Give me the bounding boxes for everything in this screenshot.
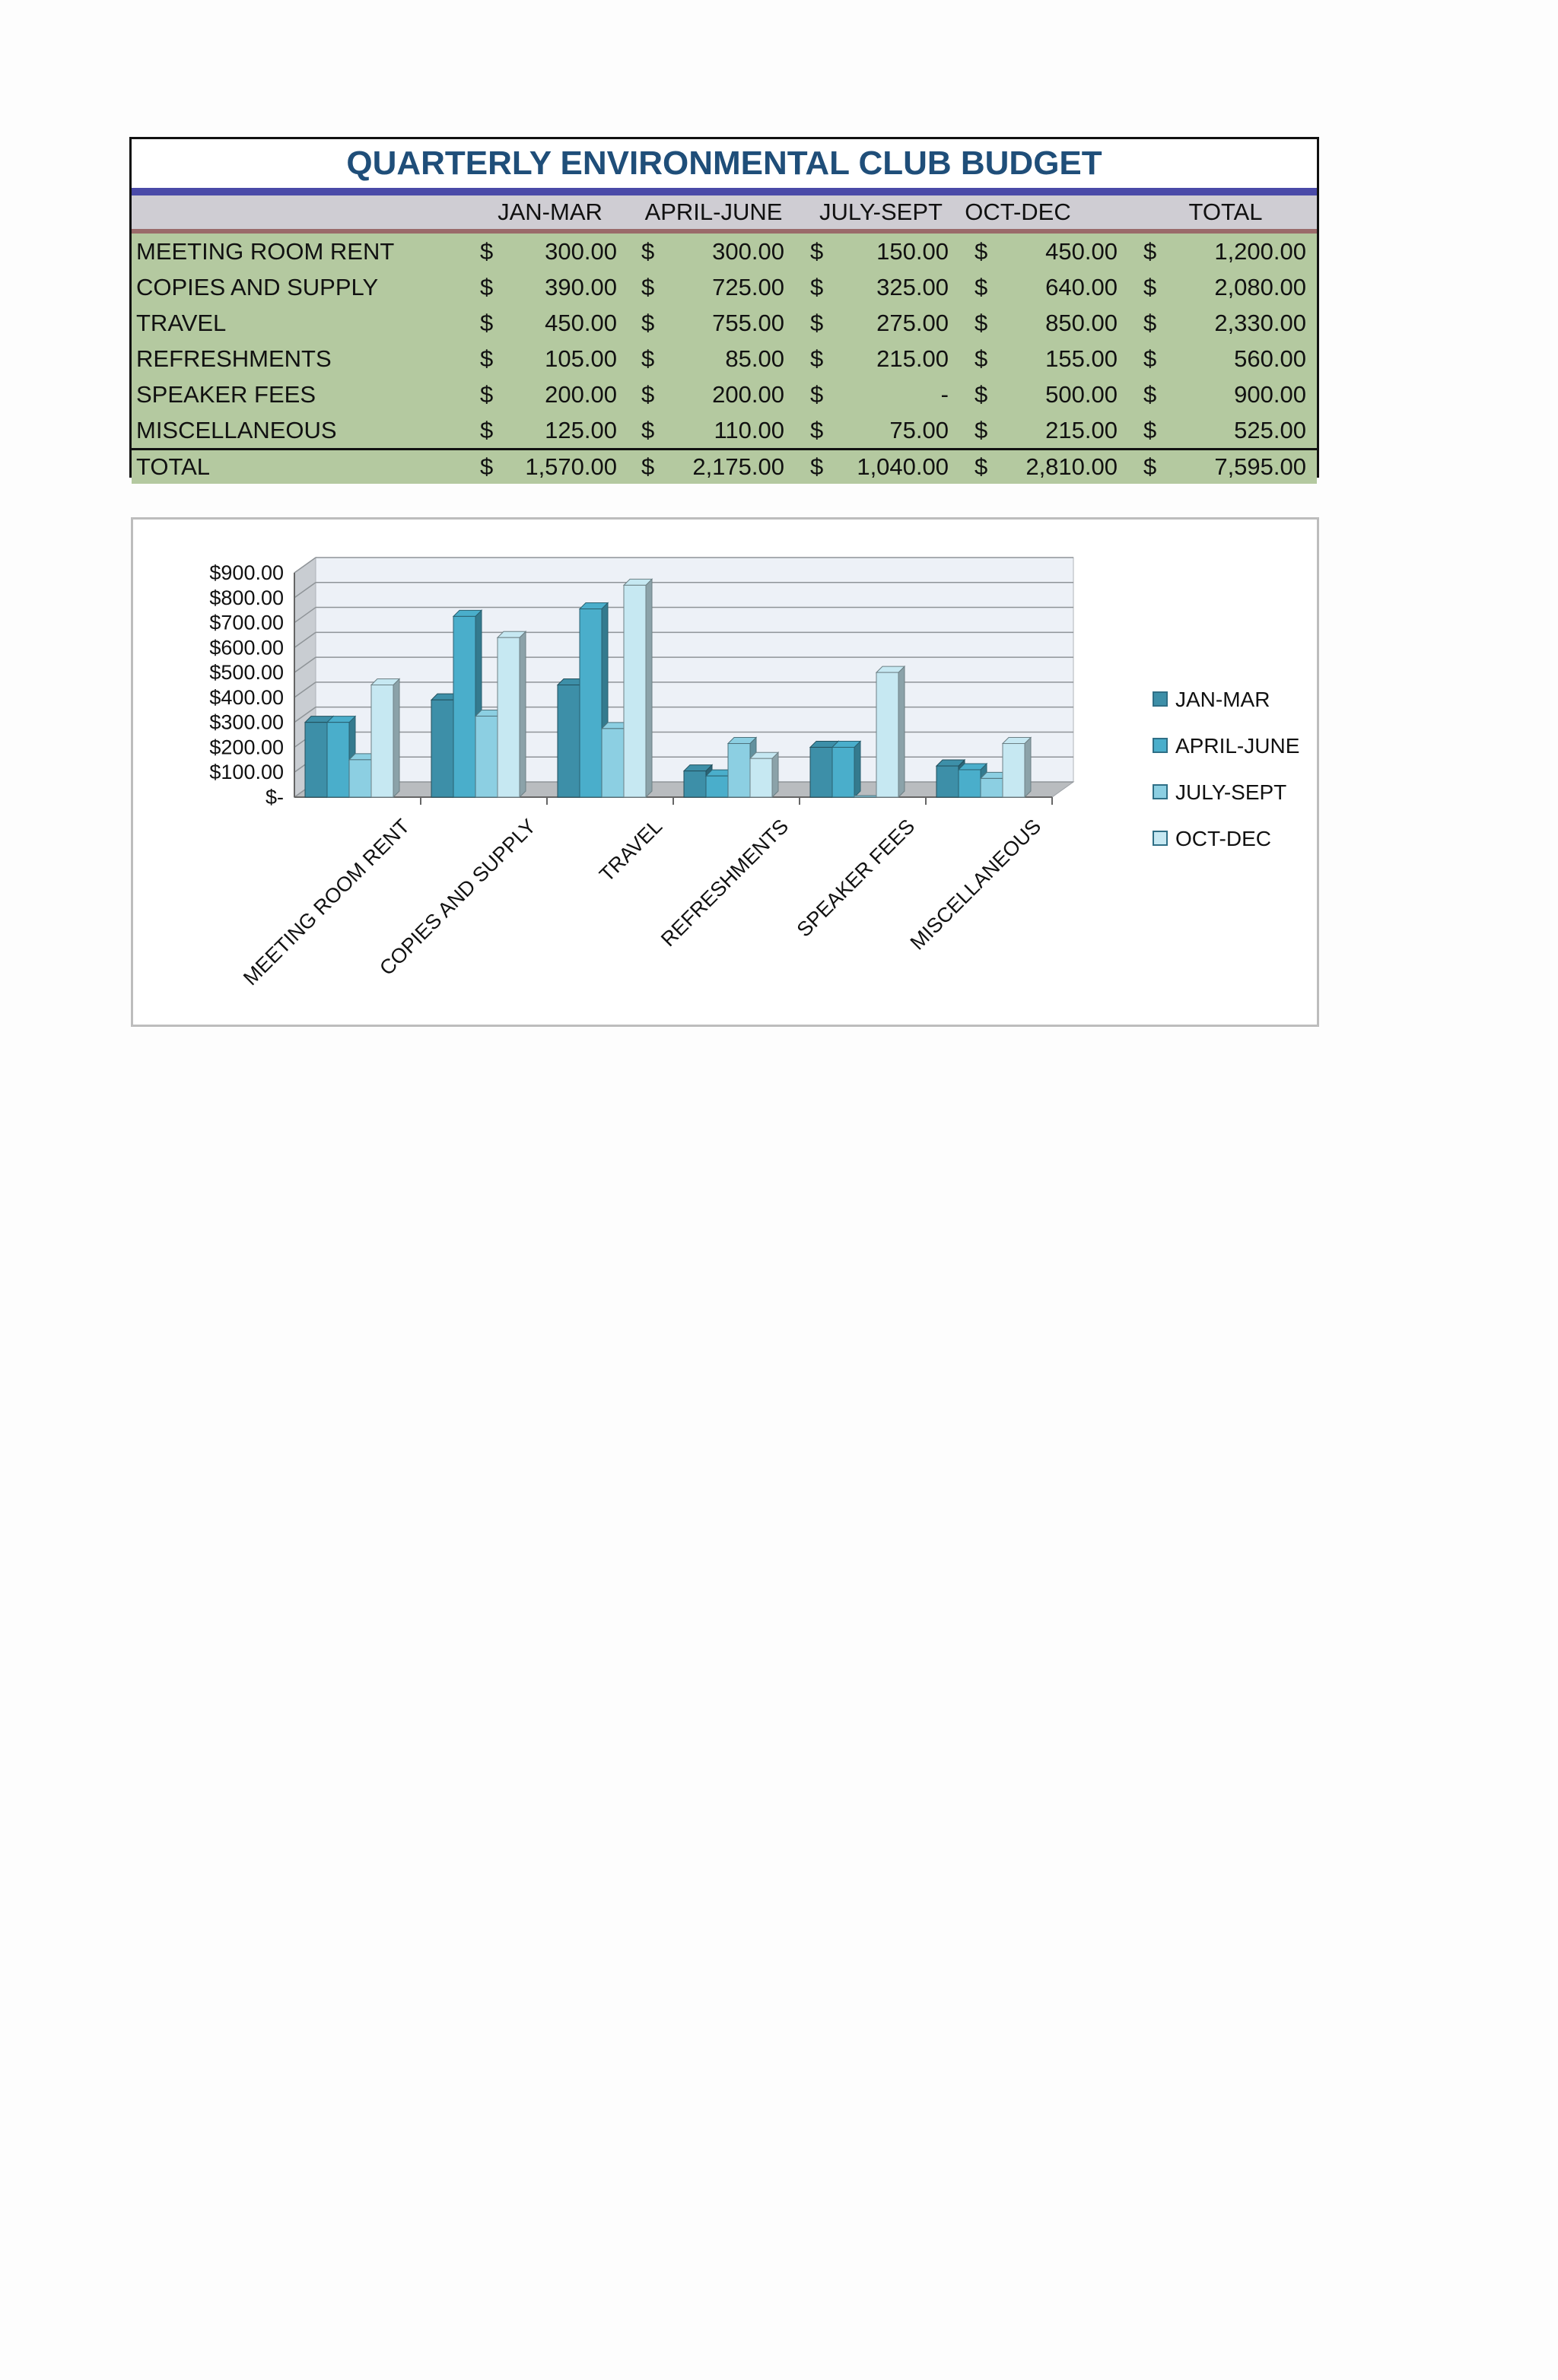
bar (728, 744, 750, 797)
currency-symbol: $ (975, 345, 988, 372)
currency-symbol: $ (810, 345, 824, 372)
bar-side (854, 741, 860, 797)
bar (558, 685, 580, 798)
cell-value: 325.00 (876, 274, 949, 300)
currency-symbol: $ (1143, 274, 1157, 300)
row-label: REFRESHMENTS (136, 345, 332, 372)
cell-value: 200.00 (545, 381, 617, 408)
cell-value: 450.00 (545, 310, 617, 336)
legend-swatch (1153, 784, 1168, 799)
col-header-july-sept: JULY-SEPT (819, 199, 943, 225)
currency-symbol: $ (1143, 345, 1157, 372)
legend-label: APRIL-JUNE (1175, 734, 1300, 758)
cell-value: 215.00 (1045, 417, 1118, 443)
cell-value: 1,200.00 (1214, 238, 1306, 265)
row-label: SPEAKER FEES (136, 381, 316, 408)
bar (305, 723, 327, 797)
x-category-label: REFRESHMENTS (656, 815, 793, 952)
table-body (132, 234, 1317, 448)
cell-value: 450.00 (1045, 238, 1118, 265)
cell-value: 850.00 (1045, 310, 1118, 336)
bar (750, 758, 772, 797)
cell-value: 7,595.00 (1214, 453, 1306, 480)
cell-value: 275.00 (876, 310, 949, 336)
bar (498, 637, 520, 797)
currency-symbol: $ (975, 453, 988, 480)
table-row (132, 305, 1317, 341)
chart-back-wall (316, 558, 1073, 782)
row-label: COPIES AND SUPPLY (136, 274, 379, 300)
bar (684, 771, 706, 797)
cell-value: 2,080.00 (1214, 274, 1306, 300)
bar-side (772, 752, 778, 797)
cell-value: 2,330.00 (1214, 310, 1306, 336)
y-tick-label: $100.00 (209, 761, 284, 784)
bar (453, 616, 475, 797)
y-tick-label: $500.00 (209, 661, 284, 685)
y-tick-label: $- (265, 786, 284, 809)
currency-symbol: $ (810, 381, 824, 408)
bar (349, 760, 371, 797)
currency-symbol: $ (1143, 453, 1157, 480)
cell-value: 1,040.00 (857, 453, 949, 480)
bar (706, 776, 728, 797)
legend-label: OCT-DEC (1175, 827, 1271, 850)
y-tick-label: $300.00 (209, 710, 284, 734)
total-row (132, 448, 1317, 484)
bar (431, 700, 453, 797)
currency-symbol: $ (1143, 381, 1157, 408)
table-row (132, 377, 1317, 412)
currency-symbol: $ (641, 238, 655, 265)
y-tick-label: $800.00 (209, 586, 284, 609)
y-tick-label: $900.00 (209, 561, 284, 584)
col-header-april-june: APRIL-JUNE (644, 199, 783, 225)
cell-value: 500.00 (1045, 381, 1118, 408)
cell-value: 900.00 (1234, 381, 1306, 408)
cell-value: 2,810.00 (1025, 453, 1118, 480)
currency-symbol: $ (480, 345, 494, 372)
currency-symbol: $ (810, 417, 824, 443)
bar-side (393, 679, 399, 798)
cell-value: - (940, 381, 949, 408)
cell-value: 85.00 (725, 345, 784, 372)
legend-swatch (1153, 738, 1168, 753)
cell-value: 640.00 (1045, 274, 1118, 300)
table-title: QUARTERLY ENVIRONMENTAL CLUB BUDGET (132, 139, 1317, 195)
cell-value: 725.00 (712, 274, 784, 300)
bar (624, 585, 646, 797)
legend-swatch (1153, 831, 1168, 846)
currency-symbol: $ (810, 310, 824, 336)
bar (810, 747, 832, 797)
x-category-label: MEETING ROOM RENT (239, 815, 415, 990)
header-row (132, 195, 1317, 234)
currency-symbol: $ (975, 274, 988, 300)
x-category-label: MISCELLANEOUS (905, 815, 1046, 955)
cell-value: 155.00 (1045, 345, 1118, 372)
currency-symbol: $ (810, 274, 824, 300)
row-label: MISCELLANEOUS (136, 417, 337, 443)
cell-value: 755.00 (712, 310, 784, 336)
row-label: TRAVEL (136, 310, 227, 336)
currency-symbol: $ (641, 453, 655, 480)
legend-swatch (1153, 691, 1168, 707)
table-row (132, 269, 1317, 305)
bar (832, 747, 854, 797)
currency-symbol: $ (641, 274, 655, 300)
currency-symbol: $ (480, 417, 494, 443)
bar (327, 723, 349, 797)
bar (981, 778, 1003, 797)
bar (602, 729, 624, 797)
col-header-total: TOTAL (1188, 199, 1263, 225)
x-category-label: TRAVEL (595, 815, 667, 887)
legend-label: JAN-MAR (1175, 688, 1270, 711)
cell-value: 125.00 (545, 417, 617, 443)
currency-symbol: $ (975, 310, 988, 336)
bar-side (1025, 738, 1031, 797)
bar (959, 770, 981, 797)
currency-symbol: $ (641, 381, 655, 408)
currency-symbol: $ (641, 417, 655, 443)
bar (854, 796, 876, 797)
y-tick-label: $200.00 (209, 736, 284, 759)
cell-value: 1,570.00 (525, 453, 617, 480)
currency-symbol: $ (1143, 238, 1157, 265)
bar-side (520, 631, 526, 797)
bar (475, 716, 498, 797)
bar-side (646, 579, 652, 797)
col-header-jan-mar: JAN-MAR (498, 199, 603, 225)
cell-value: 105.00 (545, 345, 617, 372)
currency-symbol: $ (480, 453, 494, 480)
currency-symbol: $ (975, 238, 988, 265)
currency-symbol: $ (480, 310, 494, 336)
table-row (132, 234, 1317, 269)
row-label: TOTAL (136, 453, 211, 480)
table-row (132, 341, 1317, 377)
y-tick-label: $400.00 (209, 685, 284, 709)
row-label: MEETING ROOM RENT (136, 238, 395, 265)
cell-value: 200.00 (712, 381, 784, 408)
budget-table (129, 137, 1319, 478)
col-header-oct-dec: OCT-DEC (965, 199, 1071, 225)
x-category-label: COPIES AND SUPPLY (375, 815, 541, 980)
bar (580, 609, 602, 797)
currency-symbol: $ (975, 417, 988, 443)
cell-value: 300.00 (712, 238, 784, 265)
cell-value: 150.00 (876, 238, 949, 265)
bar-side (898, 666, 905, 797)
currency-symbol: $ (1143, 310, 1157, 336)
bar (936, 766, 959, 797)
table-row (132, 412, 1317, 448)
currency-symbol: $ (480, 274, 494, 300)
cell-value: 2,175.00 (692, 453, 784, 480)
y-tick-label: $600.00 (209, 636, 284, 659)
currency-symbol: $ (810, 238, 824, 265)
cell-value: 300.00 (545, 238, 617, 265)
currency-symbol: $ (1143, 417, 1157, 443)
bar (876, 672, 898, 797)
currency-symbol: $ (810, 453, 824, 480)
legend-label: JULY-SEPT (1175, 780, 1287, 804)
cell-value: 75.00 (889, 417, 949, 443)
currency-symbol: $ (480, 238, 494, 265)
x-category-label: SPEAKER FEES (792, 815, 920, 942)
bar (1003, 744, 1025, 797)
currency-symbol: $ (641, 345, 655, 372)
cell-value: 390.00 (545, 274, 617, 300)
y-tick-label: $700.00 (209, 611, 284, 634)
cell-value: 525.00 (1234, 417, 1306, 443)
currency-symbol: $ (480, 381, 494, 408)
cell-value: 110.00 (714, 417, 784, 443)
chart-plot (133, 520, 1317, 1025)
currency-symbol: $ (975, 381, 988, 408)
bar (371, 685, 393, 798)
currency-symbol: $ (641, 310, 655, 336)
cell-value: 215.00 (876, 345, 949, 372)
cell-value: 560.00 (1234, 345, 1306, 372)
budget-chart (131, 517, 1319, 1027)
